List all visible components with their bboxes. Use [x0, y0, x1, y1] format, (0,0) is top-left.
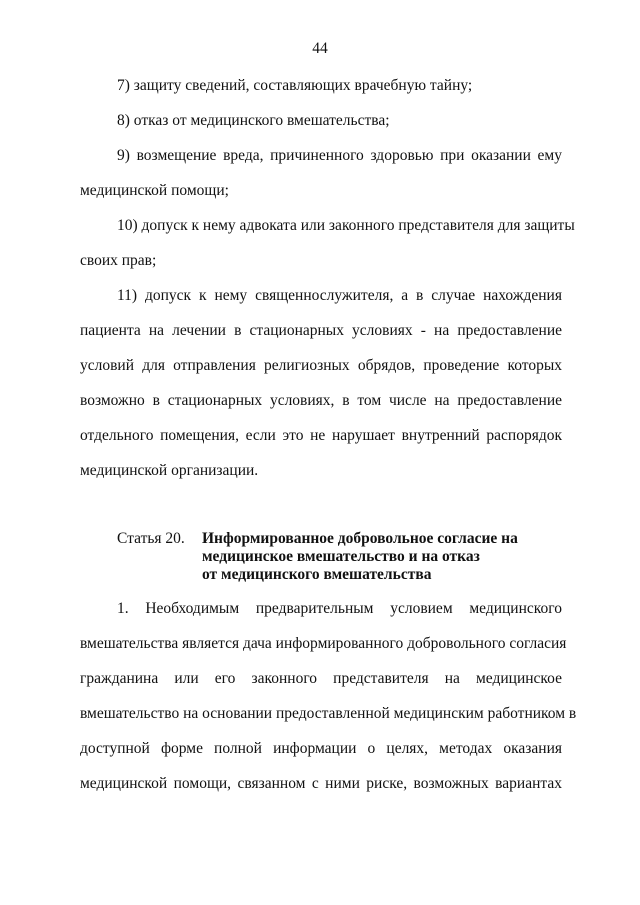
list-item-10-line-2: своих прав; — [80, 252, 157, 269]
list-item-11-line-3: условий для отправления религиозных обрядов, проведение которых — [80, 357, 562, 374]
list-item-9-line-2: медицинской помощи; — [80, 182, 229, 199]
list-item-11-line-6: медицинской организации. — [80, 462, 259, 479]
article-title-line-3: от медицинского вмешательства — [202, 566, 432, 583]
article-label: Статья 20. — [117, 530, 185, 547]
list-item-11-line-4: возможно в стационарных условиях, в том числе на предоставление — [80, 392, 562, 409]
list-item-7: 7) защиту сведений, составляющих врачебную тайну; — [117, 77, 473, 94]
paragraph-1-line-6: медицинской помощи, связанном с ними риске, возможных вариантах — [80, 775, 562, 792]
page-number: 44 — [312, 40, 328, 57]
paragraph-1-line-5: доступной форме полной информации о целях, методах оказания — [80, 740, 562, 757]
list-item-11-line-5: отдельного помещения, если это не нарушает внутренний распорядок — [80, 427, 562, 444]
list-item-9-line-1: 9) возмещение вреда, причиненного здоровью при оказании ему — [117, 147, 562, 164]
paragraph-1-line-2: вмешательства является дача информированного добровольного согласия — [80, 635, 567, 652]
list-item-11-line-1: 11) допуск к нему священнослужителя, а в случае нахождения — [117, 287, 562, 304]
article-title-line-2: медицинское вмешательство и на отказ — [202, 548, 480, 565]
paragraph-1-line-3: гражданина или его законного представителя на медицинское — [80, 670, 562, 687]
list-item-11-line-2: пациента на лечении в стационарных условиях - на предоставление — [80, 322, 562, 339]
paragraph-1-line-1: 1. Необходимым предварительным условием медицинского — [117, 600, 562, 617]
list-item-10-line-1: 10) допуск к нему адвоката или законного представителя для защиты — [117, 217, 575, 234]
paragraph-1-line-4: вмешательство на основании предоставленной медицинским работником в — [80, 705, 577, 722]
article-title-line-1: Информированное добровольное согласие на — [202, 530, 518, 547]
list-item-8: 8) отказ от медицинского вмешательства; — [117, 112, 390, 129]
